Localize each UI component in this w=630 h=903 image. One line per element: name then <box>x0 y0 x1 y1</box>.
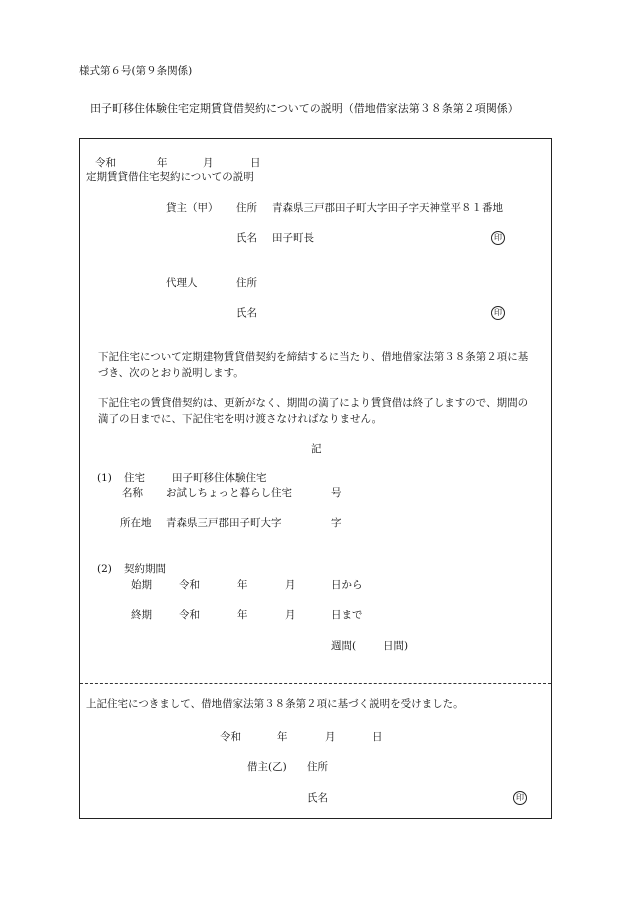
agent-seal-mark: 印 <box>491 306 505 320</box>
date-month: 月 <box>203 157 214 169</box>
start-day: 日から <box>331 579 363 591</box>
lessor-seal-mark: 印 <box>491 231 505 245</box>
agent-name-label: 氏名 <box>236 307 257 319</box>
lessor-role: 貸主（甲） <box>166 202 219 214</box>
start-label: 始期 <box>131 579 152 591</box>
receipt-era: 令和 <box>220 731 241 743</box>
end-year: 年 <box>237 609 248 621</box>
receipt-day: 日 <box>372 731 383 743</box>
agent-address-label: 住所 <box>236 277 257 289</box>
lessor-name-label: 氏名 <box>236 232 257 244</box>
item1-name-value: お試しちょっと暮らし住宅 <box>166 487 292 499</box>
duration-days: 日間) <box>383 640 409 652</box>
item1-location-value: 青森県三戸郡田子町大字 <box>166 517 282 529</box>
form-number: 様式第６号(第９条関係) <box>79 65 193 77</box>
tenant-address-label: 住所 <box>307 761 328 773</box>
item1-value: 田子町移住体験住宅 <box>172 472 267 484</box>
receipt-statement: 上記住宅につきまして、借地借家法第３８条第２項に基づく説明を受けました。 <box>86 698 464 710</box>
receipt-month: 月 <box>325 731 336 743</box>
form-frame <box>79 138 552 819</box>
agent-role: 代理人 <box>166 277 198 289</box>
end-era: 令和 <box>179 609 200 621</box>
item1-name-label: 名称 <box>122 487 143 499</box>
date-era: 令和 <box>95 157 116 169</box>
tenant-role: 借主(乙) <box>247 761 287 773</box>
end-day: 日まで <box>331 609 363 621</box>
item1-label: 住宅 <box>124 472 145 484</box>
item1-name-suffix: 号 <box>331 487 342 499</box>
section-divider <box>80 683 551 684</box>
lessor-address-label: 住所 <box>236 202 257 214</box>
item1-number: (1) <box>97 472 112 484</box>
ki-heading: 記 <box>311 443 322 455</box>
tenant-seal-mark: 印 <box>513 791 527 805</box>
date-day: 日 <box>250 157 261 169</box>
duration-weeks: 週間( <box>331 640 357 652</box>
end-label: 終期 <box>131 609 152 621</box>
start-era: 令和 <box>179 579 200 591</box>
page-title: 田子町移住体験住宅定期賃貸借契約についての説明（借地借家法第３８条第２項関係） <box>90 102 519 115</box>
tenant-name-label: 氏名 <box>307 792 328 804</box>
item2-number: (2) <box>97 563 112 575</box>
explanation-paragraph-1: 下記住宅について定期建物賃貸借契約を締結するに当たり、借地借家法第３８条第２項に基づき、次のとおり説明します。 <box>98 351 529 379</box>
lessor-address: 青森県三戸郡田子町大字田子字天神堂平８１番地 <box>272 202 503 214</box>
start-month: 月 <box>285 579 296 591</box>
item1-location-label: 所在地 <box>120 517 152 529</box>
receipt-year: 年 <box>277 731 288 743</box>
start-year: 年 <box>237 579 248 591</box>
explanation-paragraph-2: 下記住宅の賃貸借契約は、更新がなく、期間の満了により賃貸借は終了しますので、期間の満了の日までに、下記住宅を明け渡さなければなりません。 <box>98 397 529 425</box>
end-month: 月 <box>285 609 296 621</box>
item1-location-suffix: 字 <box>331 517 342 529</box>
document-title: 定期賃貸借住宅契約についての説明 <box>86 171 254 183</box>
item2-label: 契約期間 <box>124 563 166 575</box>
lessor-name: 田子町長 <box>272 232 314 244</box>
date-year: 年 <box>157 157 168 169</box>
